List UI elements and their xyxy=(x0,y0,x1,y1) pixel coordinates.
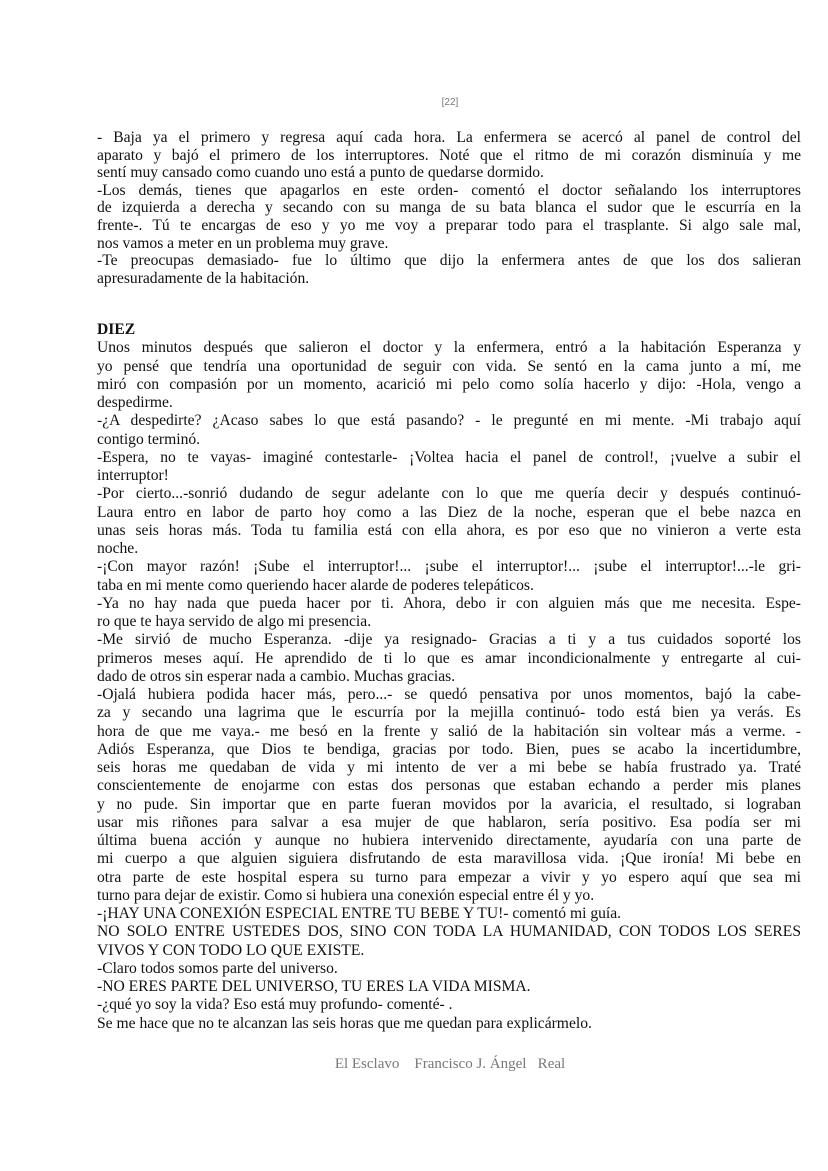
text-block-opening xyxy=(97,129,801,287)
page-footer: El Esclavo Francisco J. Ángel Real xyxy=(334,1056,566,1072)
chapter-heading: DIEZ xyxy=(97,321,136,338)
text-line: Laura entro en labor de parto hoy como a las Diez de la noche, esperan que el bebe nazca en xyxy=(97,503,801,521)
paragraph xyxy=(97,686,801,905)
text-line: de izquierda a derecha y secando con su manga de su bata blanca el sudor que le escurría en la xyxy=(97,199,801,217)
text-line: -¡HAY UNA CONEXIÓN ESPECIAL ENTRE TU BEBE Y TU!- comentó mi guía. xyxy=(97,905,622,922)
text-line: hora de que me vaya.- me besó en la frente y salió de la habitación sin voltear más a verme. - xyxy=(97,722,801,740)
paragraph xyxy=(97,558,801,595)
text-line: -Te preocupas demasiado- fue lo último que dijo la enfermera antes de que los dos salieran xyxy=(97,252,801,270)
chapter-diez xyxy=(97,321,801,1033)
text-line: otra parte de este hospital espera su turno para empezar a vivir y yo espero aquí que sea mi xyxy=(97,868,801,886)
text-line: VIVOS Y CON TODO LO QUE EXISTE. xyxy=(97,941,365,959)
text-line: unas seis horas más. Toda tu familia está con ella ahora, es por eso que no vinieron a verte esta xyxy=(97,521,801,539)
paragraph xyxy=(97,252,801,287)
paragraph xyxy=(97,631,801,686)
paragraph xyxy=(97,978,801,996)
paragraph xyxy=(97,960,801,978)
text-line: -Ya no hay nada que pueda hacer por ti. Ahora, debo ir con alguien más que me necesita. Espe- xyxy=(97,594,801,612)
text-line: y no pude. Sin importar que en parte fueran movidos por la avaricia, el resultado, si lograban xyxy=(97,795,801,813)
text-line: taba en mi mente como queriendo hacer alarde de poderes telepáticos. xyxy=(97,576,534,594)
paragraph xyxy=(97,1015,801,1033)
text-line: sentí muy cansado como cuando uno está a punto de quedarse dormido. xyxy=(97,164,544,182)
text-line: -Espera, no te vayas- imaginé contestarle- ¡Voltea hacia el panel de control!, ¡vuelve a subir el xyxy=(97,448,801,466)
text-line: miró con compasión por un momento, acarició mi pelo como solía hacerlo y dijo: -Hola, vengo a xyxy=(97,375,801,393)
text-line: seis horas me quedaban de vida y mi intento de ver a mi bebe se había frustrado ya. Traté xyxy=(97,759,801,776)
text-line: aparato y bajó el primero de los interruptores. Noté que el ritmo de mi corazón disminuía y me xyxy=(97,146,801,164)
text-line: primeros meses aquí. He aprendido de ti lo que es amar incondicionalmente y entregarte al cui- xyxy=(97,649,801,667)
text-line: -¿qué yo soy la vida? Eso está muy profundo- comenté- . xyxy=(97,996,453,1014)
text-line: frente-. Tú te encargas de eso y yo me voy a preparar todo para el trasplante. Si algo sale mal, xyxy=(97,216,801,234)
text-line: -NO ERES PARTE DEL UNIVERSO, TU ERES LA VIDA MISMA. xyxy=(97,978,531,995)
text-line: yo pensé que tendría una oportunidad de seguir con vida. Se sentó en la cama junto a mí, me xyxy=(97,357,801,375)
paragraph xyxy=(97,339,801,412)
text-line: contigo terminó. xyxy=(97,430,201,448)
text-line: nos vamos a meter en un problema muy grave. xyxy=(97,234,389,252)
paragraph xyxy=(97,412,801,449)
paragraph xyxy=(97,996,801,1014)
text-line: Se me hace que no te alcanzan las seis horas que me quedan para explicármelo. xyxy=(97,1014,592,1032)
text-line: -¡Con mayor razón! ¡Sube el interruptor!... ¡sube el interruptor!... ¡sube el interruptor!...-le gri- xyxy=(97,558,801,576)
text-line: última buena acción y aunque no hubiera intervenido directamente, ayudaría con una parte de xyxy=(97,832,801,849)
text-line: -Claro todos somos parte del universo. xyxy=(97,959,338,977)
text-line: -Ojalá hubiera podida hacer más, pero...- se quedó pensativa por unos momentos, bajó la cabe- xyxy=(97,686,801,703)
text-line: -Los demás, tienes que apagarlos en este orden- comentó el doctor señalando los interruptores xyxy=(97,181,801,199)
text-line: -Por cierto...-sonrió dudando de segur adelante con lo que me quería decir y después continuó- xyxy=(97,485,801,503)
text-line: mi cuerpo a que alguien siguiera disfrutando de esta maravillosa vida. ¡Que ironía! Mi bebe en xyxy=(97,850,801,868)
text-line: - Baja ya el primero y regresa aquí cada hora. La enfermera se acercó al panel de control del xyxy=(97,129,801,146)
text-line: conscientemente de enojarme con estas dos personas que estaban echando a perder mis planes xyxy=(97,777,801,795)
paragraph xyxy=(97,182,801,252)
paragraph xyxy=(97,129,801,182)
paragraph xyxy=(97,905,801,923)
text-line: despedirme. xyxy=(97,394,173,411)
paragraph xyxy=(97,923,801,960)
text-line: dado de otros sin esperar nada a cambio. Muchas gracias. xyxy=(97,667,456,685)
text-line: -¿A despedirte? ¿Acaso sabes lo que está pasando? - le pregunté en mi mente. -Mi trabajo aquí xyxy=(97,412,801,430)
text-line: Unos minutos después que salieron el doctor y la enfermera, entró a la habitación Esperanza y xyxy=(97,339,801,357)
text-line: usar mis riñones para salvar a esa mujer de que hablaron, sería positivo. Esa podía ser mi xyxy=(97,813,801,831)
text-line: noche. xyxy=(97,540,139,557)
text-line: apresuradamente de la habitación. xyxy=(97,269,310,287)
paragraph xyxy=(97,595,801,632)
paragraph xyxy=(97,485,801,558)
text-line: interruptor! xyxy=(97,467,169,484)
text-line: Adiós Esperanza, que Dios te bendiga, gracias por todo. Bien, pues se acabo la incertidumbre, xyxy=(97,740,801,758)
text-line: ro que te haya servido de algo mi presencia. xyxy=(97,613,372,630)
text-line: turno para dejar de existir. Como si hubiera una conexión especial entre él y yo. xyxy=(97,886,595,904)
text-line: za y secando una lagrima que le escurría por la mejilla continuó- todo está bien ya verás. Es xyxy=(97,704,801,722)
page-number: [22] xyxy=(441,97,459,108)
text-line: NO SOLO ENTRE USTEDES DOS, SINO CON TODA LA HUMANIDAD, CON TODOS LOS SERES xyxy=(97,923,801,941)
text-line: -Me sirvió de mucho Esperanza. -dije ya resignado- Gracias a ti y a tus cuidados soporté los xyxy=(97,631,801,649)
paragraph xyxy=(97,449,801,486)
